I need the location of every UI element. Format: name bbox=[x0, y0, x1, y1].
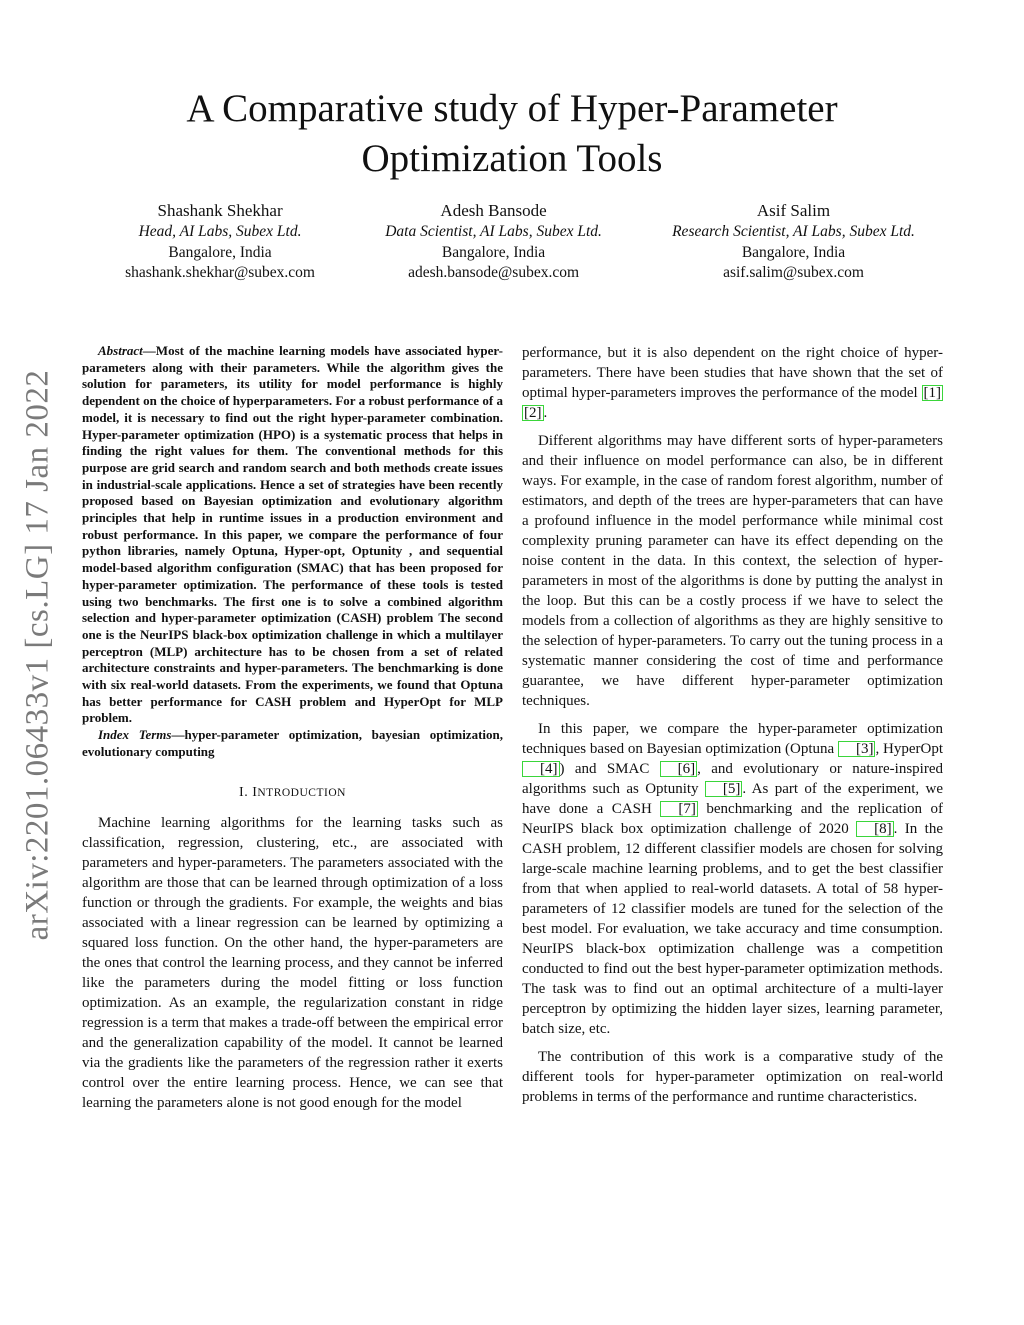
text-run: benchmarking and the replication of NeurIPS black box optimization challenge of 2020 bbox=[522, 801, 943, 837]
section-caps: NTRODUCTION bbox=[257, 786, 346, 799]
index-terms bbox=[82, 727, 503, 760]
author-3 bbox=[672, 200, 915, 284]
citation-link[interactable]: [3] bbox=[838, 741, 876, 757]
text-run: In this paper, we compare the hyper-parameter optimization techniques based on Bayesian optimization (Optuna bbox=[522, 721, 943, 757]
section-heading-introduction bbox=[82, 783, 503, 803]
index-terms-text: —hyper-parameter optimization, bayesian optimization, evolutionary computing bbox=[82, 727, 504, 759]
author-2 bbox=[385, 200, 602, 284]
text-run: ) and SMAC bbox=[559, 761, 660, 777]
text-run: performance, but it is also dependent on the right choice of hyper-parameters. There have been studies that have shown that the set of optimal hyper-parameters improves the performance of the model bbox=[522, 345, 943, 401]
abstract bbox=[82, 343, 503, 727]
author-name: Adesh Bansode bbox=[440, 201, 547, 220]
section-numeral: I. I bbox=[239, 784, 258, 800]
author-location: Bangalore, India bbox=[741, 243, 846, 261]
author-email: shashank.shekhar@subex.com bbox=[125, 264, 315, 281]
citation-link[interactable]: [1] bbox=[923, 385, 941, 401]
arxiv-identifier: arXiv:2201.06433v1 [cs.LG] 17 Jan 2022 bbox=[19, 369, 56, 941]
author-1 bbox=[125, 200, 315, 284]
intro-paragraph-1: Machine learning algorithms for the learning tasks such as classification, regression, clustering, etc., are associated with parameters and hyper-parameters. The parameters associated with the algorithm are those that can be learned through optimization of a loss function or through the gradients. For example, the weights and bias associated with a linear regression can be learned by optimizing a squared loss function. On the other hand, the hyper-parameters are the ones that control the learning process, and they cannot be inferred like the parameters during the model fitting or loss function optimization. As an example, the regularization constant in ridge regression is a term that makes a trade-off between the empirical error and the generalization capability of the model. It cannot be learned via the gradients like the parameters of the regression rather it exerts control over the entire learning process. Hence, we can see that learning the parameters alone is not good enough for the model bbox=[82, 814, 503, 1111]
author-email: adesh.bansode@subex.com bbox=[408, 264, 580, 281]
right-paragraph-3 bbox=[522, 719, 943, 1039]
author-name: Shashank Shekhar bbox=[157, 201, 283, 220]
author-name: Asif Salim bbox=[756, 201, 831, 220]
citation-link[interactable]: [8] bbox=[856, 821, 894, 837]
citation-link[interactable]: [6] bbox=[660, 761, 698, 777]
author-location: Bangalore, India bbox=[168, 243, 272, 261]
right-paragraph-4: The contribution of this work is a comparative study of the different tools for hyper-parameter optimization on real-world problems in terms of the performance and runtime characteristics. bbox=[522, 1049, 943, 1105]
right-paragraph-2: Different algorithms may have different sorts of hyper-parameters and their influence on model performance can also, be in different ways. For example, in the case of random forest algorithm, number of estimators, and depth of the trees are hyper-parameters that can have a profound influence in the model performance while minimal cost complexity pruning parameter can have its effect depending on the noise content in the data. In this context, the selection of hyper-parameters in most of the algorithms is done by putting the analyst in the loop. But this can be a costly process if we have to select the models from a collection of algorithms as they are highly sensitive to the selection of hyper-parameters. To carry out the tuning process in a systematic manner considering the cost of time and performance guarantee, we have different hyper-parameter optimization techniques. bbox=[522, 433, 943, 709]
author-location: Bangalore, India bbox=[441, 243, 546, 261]
author-block bbox=[90, 200, 950, 284]
paper-title: A Comparative study of Hyper-Parameter Optimization Tools bbox=[186, 87, 838, 180]
author-affiliation: Head, AI Labs, Subex Ltd. bbox=[138, 223, 302, 240]
citation-link[interactable]: [2] bbox=[524, 405, 542, 421]
citation-link[interactable]: [7] bbox=[660, 801, 698, 817]
left-column bbox=[82, 343, 503, 1121]
citation-link[interactable]: [5] bbox=[705, 781, 743, 797]
text-run: . In the CASH problem, 12 different classifier models are chosen for solving large-scale machine learning problems, and to get the best classifier from that when applied to real-world datasets. A total of 58 hyper-parameters of 12 classifier models are tuned for the selection of the best model. For evaluation, we take accuracy and time consumption. NeurIPS black-box optimization challenge was a competition conducted to find out the best hyper-parameter optimization methods. The task was to find out an optimal architecture of a multi-layer perceptron by optimizing the hidden layer sizes, learning parameter, batch size, etc. bbox=[522, 821, 943, 1037]
index-terms-lead: Index Terms bbox=[98, 727, 172, 743]
text-run: . As part of the experiment, we have done a CASH bbox=[522, 781, 943, 817]
author-affiliation: Research Scientist, AI Labs, Subex Ltd. bbox=[672, 223, 915, 240]
author-affiliation: Data Scientist, AI Labs, Subex Ltd. bbox=[385, 223, 602, 240]
citation-link[interactable]: [4] bbox=[522, 761, 560, 777]
author-email: asif.salim@subex.com bbox=[723, 264, 864, 281]
text-run: , HyperOpt bbox=[875, 741, 943, 757]
text-run: . bbox=[543, 405, 548, 421]
right-column bbox=[522, 343, 943, 1115]
abstract-text: —Most of the machine learning models have associated hyper-parameters along with their parameters. While the algorithm gives the solution for parameters, its utility for model performance is highly dependent on the choice of hyperparameters. For a robust performance of a model, it is necessary to find out the right hyper-parameter combination. Hyper-parameter optimization (HPO) is a systematic process that helps in finding the right values for them. The conventional methods for this purpose are grid search and random search and both methods create issues in industrial-scale applications. Hence a set of strategies have been recently proposed based on Bayesian optimization and evolutionary algorithm principles that help in runtime issues in a production environment and robust performance. In this paper, we compare the performance of four python libraries, namely Optuna, Hyper-opt, Optunity , and sequential model-based algorithm configuration (SMAC) that has been proposed for hyper-parameter optimization. The performance of these tools is tested using two benchmarks. The first one is to solve a combined algorithm selection and hyper-parameter optimization (CASH) problem The second one is the NeurIPS black-box optimization challenge in which a multilayer perceptron (MLP) architecture has to be chosen from a set of related architecture constraints and hyper-parameters. The benchmarking is done with six real-world datasets. From the experiments, we found that Optuna has better performance for CASH problem and HyperOpt for MLP problem. bbox=[82, 343, 503, 726]
arxiv-sidebar bbox=[8, 355, 68, 955]
text-run: , and evolutionary or nature-inspired algorithms such as Optunity bbox=[522, 761, 944, 797]
right-paragraph-1 bbox=[522, 343, 943, 423]
abstract-lead: Abstract bbox=[98, 343, 143, 358]
